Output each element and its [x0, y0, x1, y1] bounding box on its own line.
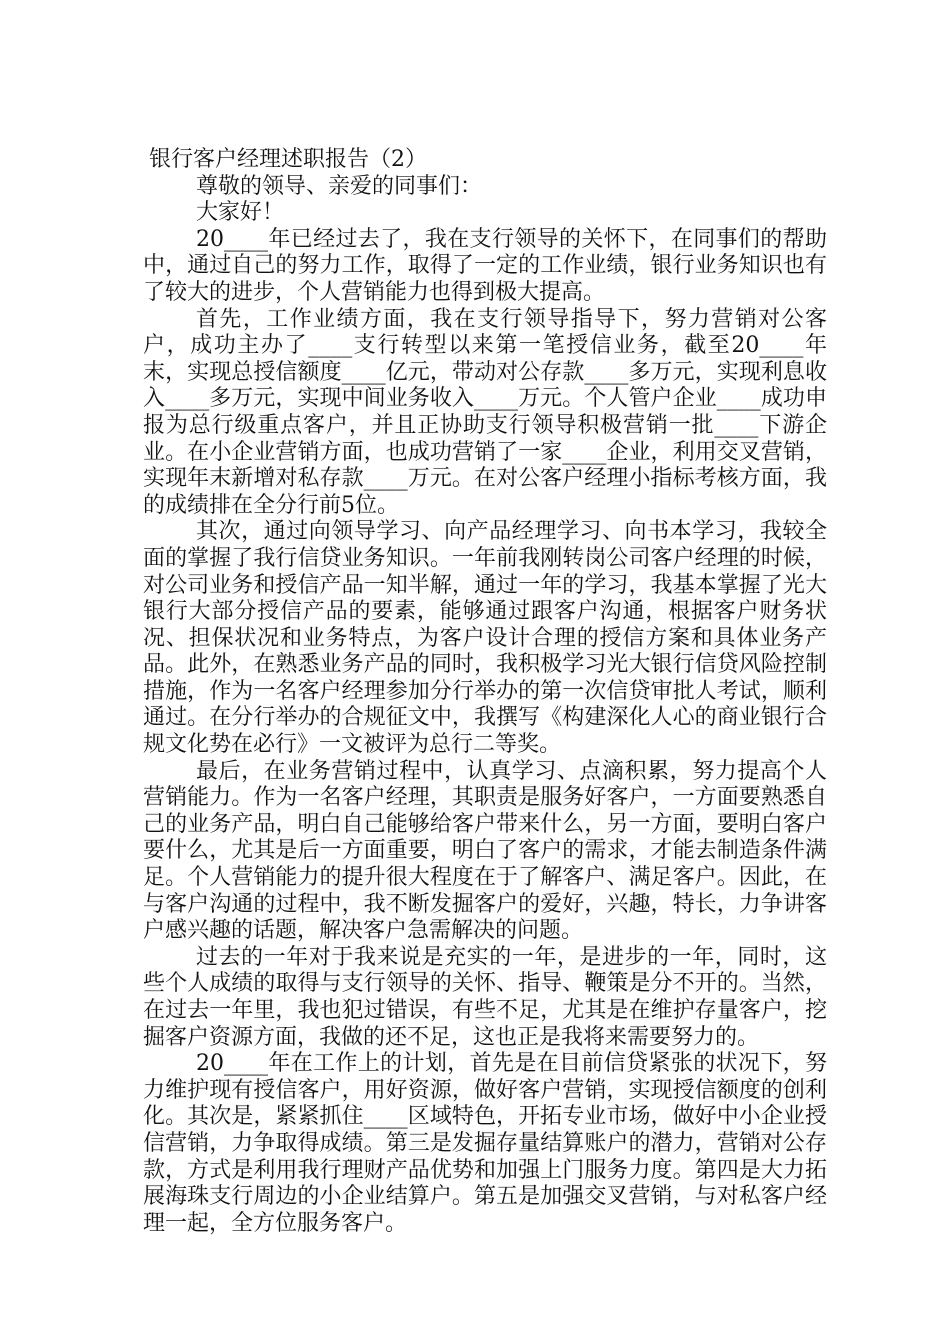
paragraph-marketing: 最后，在业务营销过程中，认真学习、点滴积累，努力提高个人营销能力。作为一名客户经理，其职责是服务好客户，一方面要熟悉自己的业务产品，明白自己能够给客户带来什么，另一方面，要明白客户要什么，尤其是后一方面重要，明白了客户的需求，才能去制造条件满足。个人营销能力的提升很大程度在于了解客户、满足客户。因此，在与客户沟通的过程中，我不断发掘客户的爱好，兴趣，特长，力争讲客户感兴趣的话题，解决客户急需解决的问题。 [143, 758, 827, 944]
document-page [143, 147, 827, 1237]
document-title: 银行客户经理述职报告（2） [149, 147, 427, 172]
paragraph-reflection: 过去的一年对于我来说是充实的一年，是进步的一年，同时，这些个人成绩的取得与支行领导的关怀、指导、鞭策是分不开的。当然，在过去一年里，我也犯过错误，有些不足，尤其是在维护存量客户，挖掘客户资源方面，我做的还不足，这也正是我将来需要努力的。 [143, 944, 827, 1050]
paragraph-plan: 20____年在工作上的计划，首先是在目前信贷紧张的状况下，努力维护现有授信客户，用好资源，做好客户营销，实现授信额度的创利化。其次是，紧紧抓住____区域特色，开拓专业市场，做好中小企业授信营销，力争取得成绩。第三是发掘存量结算账户的潜力，营销对公存款，方式是利用我行理财产品优势和加强上门服务力度。第四是大力拓展海珠支行周边的小企业结算户。第五是加强交叉营销，与对私客户经理一起，全方位服务客户。 [143, 1051, 827, 1236]
paragraph-performance: 首先，工作业绩方面，我在支行领导指导下，努力营销对公客户，成功主办了____支行转型以来第一笔授信业务，截至20____年末，实现总授信额度____亿元，带动对公存款____多万元，实现利息收入____多万元，实现中间业务收入____万元。个人管户企业____成功申报为总行级重点客户，并且正协助支行领导积极营销一批____下游企业。在小企业营销方面，也成功营销了一家____企业，利用交叉营销，实现年末新增对私存款____万元。在对公客户经理小指标考核方面，我的成绩排在全分行前5位。 [143, 306, 827, 518]
greeting: 大家好！ [196, 200, 285, 226]
paragraph-intro: 20____年已经过去了，我在支行领导的关怀下，在同事们的帮助中，通过自己的努力工作，取得了一定的工作业绩，银行业务知识也有了较大的进步，个人营销能力也得到极大提高。 [143, 226, 827, 305]
paragraph-learning: 其次，通过向领导学习、向产品经理学习、向书本学习，我较全面的掌握了我行信贷业务知识。一年前我刚转岗公司客户经理的时候，对公司业务和授信产品一知半解，通过一年的学习，我基本掌握了光大银行大部分授信产品的要素，能够通过跟客户沟通，根据客户财务状况、担保状况和业务特点，为客户设计合理的授信方案和具体业务产品。此外，在熟悉业务产品的同时，我积极学习光大银行信贷风险控制措施，作为一名客户经理参加分行举办的第一次信贷审批人考试，顺利通过。在分行举办的合规征文中，我撰写《构建深化人心的商业银行合规文化势在必行》一文被评为总行二等奖。 [143, 519, 827, 758]
salutation: 尊敬的领导、亲爱的同事们： [196, 173, 483, 199]
